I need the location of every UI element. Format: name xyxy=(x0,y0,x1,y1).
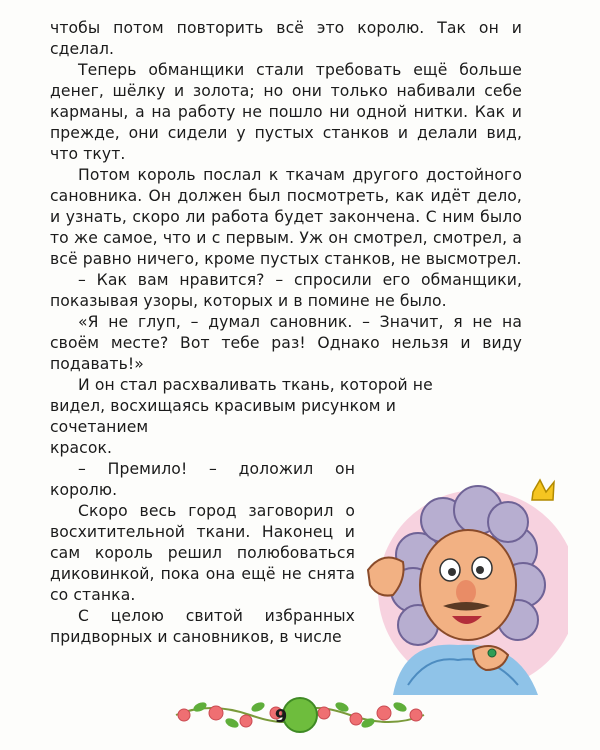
paragraph: И он стал расхваливать ткань, которой не видел, восхищаясь красивым рисунком и сочетанием xyxy=(50,376,433,436)
page-number: 9 xyxy=(274,705,288,727)
paragraph: – Премило! – доложил он королю. xyxy=(50,460,355,499)
floral-vine-ornament xyxy=(170,693,430,737)
paragraph: «Я не глуп, – думал сановник. – Значит, я не на своём месте? Вот тебе раз! Однако нельзя и виду подавать!» xyxy=(50,313,522,373)
paragraph: Теперь обманщики стали требовать ещё больше денег, шёлку и золота; но они только набивали себе карманы, а на работу не пошло ни одной нитки. Как и прежде, они сидели у пустых станков и делали вид, что ткут. xyxy=(50,61,522,163)
paragraph: С целою свитой избранных придворных и сановников, в числе xyxy=(50,607,355,646)
paragraph: чтобы потом повторить всё это королю. Так он и сделал. xyxy=(50,19,522,58)
paragraph: Потом король послал к ткачам другого достойного сановника. Он должен был посмотреть, как идёт дело, и узнать, скоро ли работа будет закончена. С ним было то же самое, что и с первым. Уж он смотрел, смотрел, а всё равно ничего, кроме пустых станков, не высмотрел. xyxy=(50,166,522,268)
king-courtier-illustration xyxy=(348,470,568,695)
paragraph: Скоро весь город заговорил о восхитительной ткани. Наконец и сам король решил полюбоваться диковинкой, пока она ещё не снята со станка. xyxy=(50,502,355,604)
paragraph: – Как вам нравится? – спросили его обманщики, показывая узоры, которых и в помине не было. xyxy=(50,271,522,310)
paragraph: красок. xyxy=(50,439,113,457)
